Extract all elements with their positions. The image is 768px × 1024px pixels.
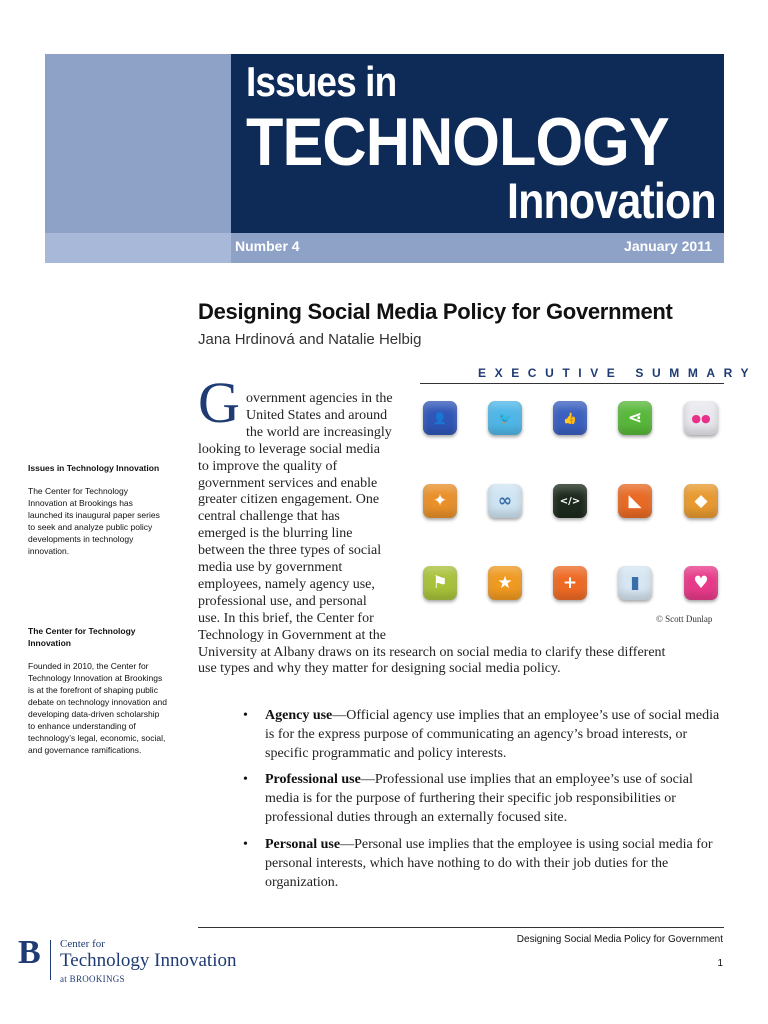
intro-line: University at Albany draws on its research on social media to clarify these different bbox=[198, 644, 666, 660]
bullet-item bbox=[265, 706, 725, 763]
intro-line: Technology in Government at the bbox=[198, 627, 386, 643]
intro-line: central challenge that has bbox=[198, 509, 340, 525]
intro-line: professional use, and personal bbox=[198, 593, 367, 609]
document-title: Designing Social Media Policy for Government bbox=[198, 299, 673, 324]
sidebar-body-center: Founded in 2010, the Center for Technology Innovation at Brookings is at the forefront of shaping public debate on technology innovation and developing data-driven scholarship to enhance understanding of technology’s legal, economic, social, and governance ramifications. bbox=[28, 661, 167, 755]
document-authors: Jana Hrdinová and Natalie Helbig bbox=[198, 331, 422, 348]
intro-line: the world are increasingly bbox=[246, 424, 392, 440]
bullet-marker: • bbox=[243, 708, 248, 723]
masthead-light-panel bbox=[45, 54, 231, 233]
bullet-term: Personal use bbox=[265, 837, 341, 852]
rss-icon: ◣ bbox=[618, 484, 652, 518]
intro-line: United States and around bbox=[246, 407, 388, 423]
masthead-title-line2: TECHNOLOGY bbox=[246, 104, 669, 180]
intro-line: use types and why they matter for designing social media policy. bbox=[198, 661, 561, 677]
intro-line: government services and enable bbox=[198, 475, 378, 491]
intro-line: employees, namely agency use, bbox=[198, 576, 375, 592]
bullet-term: Professional use bbox=[265, 772, 361, 787]
issue-date: January 2011 bbox=[624, 238, 712, 254]
drop-cap: G bbox=[198, 370, 240, 435]
intro-line: to improve the quality of bbox=[198, 458, 338, 474]
masthead-title-line3: Innovation bbox=[507, 173, 716, 229]
executive-summary-heading: EXECUTIVE SUMMARY bbox=[478, 366, 758, 380]
link-icon: ∞ bbox=[488, 484, 522, 518]
sidebar-body-series: The Center for Technology Innovation at Brookings has launched its inaugural paper series to seek and analyze public policy developments in technology innovation. bbox=[28, 486, 160, 556]
flag-icon: ⚑ bbox=[423, 566, 457, 600]
star-icon: ★ bbox=[488, 566, 522, 600]
bullet-description: —Official agency use implies that an employee’s use of social media is for the express purpose of communicating an agency’s broad interests, or specific programmatic and policy interests. bbox=[265, 708, 720, 761]
brookings-logo-mark: B bbox=[18, 934, 41, 971]
tag-icon: ◆ bbox=[684, 484, 718, 518]
bookmark-icon: ▮ bbox=[618, 566, 652, 600]
page-number: 1 bbox=[717, 958, 723, 969]
share-icon: ⋖ bbox=[618, 401, 652, 435]
photo-credit: © Scott Dunlap bbox=[656, 614, 713, 624]
thumbs-up-icon: 👍 bbox=[553, 401, 587, 435]
twitter-icon: 🐦 bbox=[488, 401, 522, 435]
logo-line2: Technology Innovation bbox=[60, 950, 237, 971]
logo-line3: at BROOKINGS bbox=[60, 974, 125, 984]
user-icon: 👤 bbox=[423, 401, 457, 435]
intro-line: looking to leverage social media bbox=[198, 441, 380, 457]
intro-line: overnment agencies in the bbox=[246, 391, 393, 406]
bullet-term: Agency use bbox=[265, 708, 333, 723]
intro-line: use. In this brief, the Center for bbox=[198, 610, 374, 626]
sidebar-heading-series: Issues in Technology Innovation bbox=[28, 463, 160, 473]
logo-divider bbox=[50, 940, 51, 980]
footer-rule bbox=[198, 927, 724, 928]
masthead-info-strip-left bbox=[45, 233, 231, 263]
sidebar-heading-center: The Center for Technology Innovation bbox=[28, 626, 136, 648]
code-icon: </> bbox=[553, 484, 587, 518]
plus-icon: + bbox=[553, 566, 587, 600]
bullet-description: —Personal use implies that the employee is using social media for personal interests, which have nothing to do with their job duties for the organization. bbox=[265, 837, 713, 890]
issue-number: Number 4 bbox=[235, 238, 300, 254]
logo-line1: Center for bbox=[60, 938, 105, 950]
flickr-icon: ●● bbox=[684, 401, 718, 435]
bullet-marker: • bbox=[243, 772, 248, 787]
bullet-item bbox=[265, 835, 725, 892]
bullet-marker: • bbox=[243, 837, 248, 852]
bullet-item bbox=[265, 770, 725, 827]
bullet-description: —Professional use implies that an employee’s use of social media is for the purpose of furthering their specific job responsibilities or professional duties through an externally focused site. bbox=[265, 772, 693, 825]
executive-summary-rule bbox=[420, 383, 724, 384]
heart-icon: ♥ bbox=[684, 566, 718, 600]
intro-line: greater citizen engagement. One bbox=[198, 492, 380, 508]
intro-line: between the three types of social bbox=[198, 543, 382, 559]
star-badge-icon: ✦ bbox=[423, 484, 457, 518]
footer-title: Designing Social Media Policy for Government bbox=[516, 934, 723, 945]
intro-line: emerged is the blurring line bbox=[198, 526, 353, 542]
intro-line: media use by government bbox=[198, 560, 343, 575]
masthead-title-line1: Issues in bbox=[246, 58, 397, 105]
